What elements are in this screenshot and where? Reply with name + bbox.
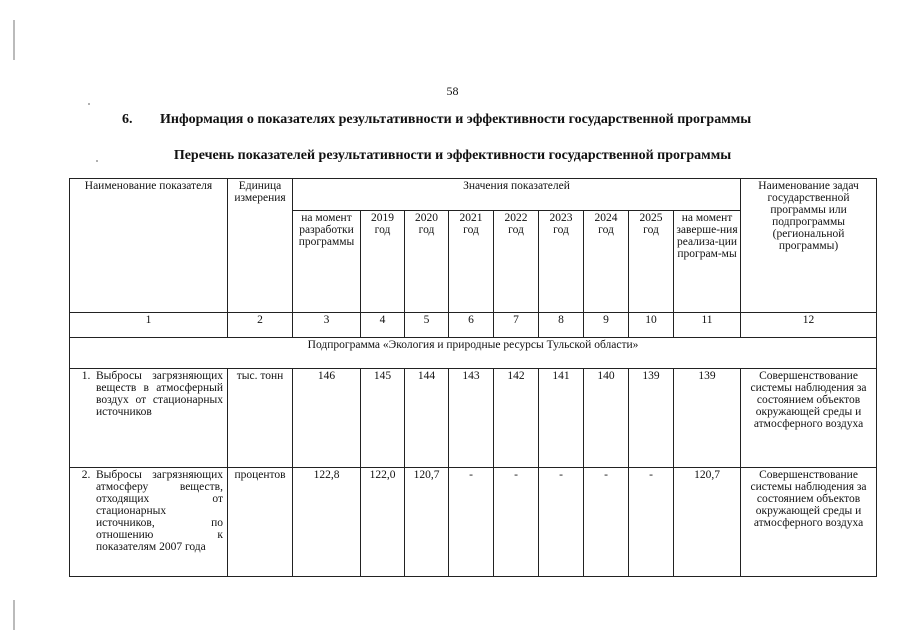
value-2020: 120,7	[405, 468, 449, 577]
indicators-table	[69, 178, 877, 577]
scan-edge-mark	[13, 20, 15, 60]
section-heading	[122, 112, 751, 128]
header-at-completion: на момент заверше-ния реализа-ции програм-мы	[674, 211, 741, 313]
header-values-group: Значения показателей	[293, 179, 741, 211]
row-number: 1.	[81, 370, 91, 382]
value-2023: -	[539, 468, 584, 577]
column-number: 4	[361, 313, 405, 338]
column-number: 1	[70, 313, 228, 338]
value-at-development: 122,8	[293, 468, 361, 577]
header-name: Наименование показателя	[70, 179, 228, 313]
task-name: Совершенствование системы наблюдения за состоянием объектов окружающей среды и атмосферного воздуха	[741, 468, 877, 577]
section-title: Информация о показателях результативности и эффективности государственной программы	[160, 112, 752, 127]
task-name: Совершенствование системы наблюдения за состоянием объектов окружающей среды и атмосферного воздуха	[741, 369, 877, 468]
subprogram-row	[70, 338, 877, 369]
value-2021: 143	[449, 369, 494, 468]
indicator-name: Выбросы загрязняющих веществ в атмосферный воздух от стационарных источников	[96, 370, 223, 418]
section-number: 6.	[122, 112, 133, 127]
row-number: 2.	[81, 469, 91, 481]
table-row	[70, 468, 877, 577]
header-year: 2021 год	[449, 211, 494, 313]
value-2022: 142	[494, 369, 539, 468]
header-task: Наименование задач государственной программы или подпрограммы (региональной программы)	[741, 179, 877, 313]
scan-edge-mark	[13, 600, 15, 630]
value-2020: 144	[405, 369, 449, 468]
value-at-development: 146	[293, 369, 361, 468]
page-number: 58	[446, 84, 459, 98]
indicator-unit: тыс. тонн	[228, 369, 293, 468]
value-2024: -	[584, 468, 629, 577]
header-year: 2022 год	[494, 211, 539, 313]
header-year: 2020 год	[405, 211, 449, 313]
header-unit: Единица измерения	[228, 179, 293, 313]
column-number: 6	[449, 313, 494, 338]
value-2024: 140	[584, 369, 629, 468]
indicator-name-cell	[70, 369, 228, 468]
column-number: 11	[674, 313, 741, 338]
value-at-completion: 120,7	[674, 468, 741, 577]
value-2025: 139	[629, 369, 674, 468]
header-year: 2024 год	[584, 211, 629, 313]
indicator-name: Выбросы загрязняющих атмосферу веществ, отходящих от стационарных источников, по отношению к показателям 2007 года	[96, 469, 223, 553]
indicator-name-cell	[70, 468, 228, 577]
column-number: 7	[494, 313, 539, 338]
header-at-development: на момент разработки программы	[293, 211, 361, 313]
value-at-completion: 139	[674, 369, 741, 468]
column-number: 2	[228, 313, 293, 338]
header-row	[70, 179, 877, 211]
column-number: 10	[629, 313, 674, 338]
column-number: 12	[741, 313, 877, 338]
value-2021: -	[449, 468, 494, 577]
value-2025: -	[629, 468, 674, 577]
table-caption: Перечень показателей результативности и эффективности государственной программы	[173, 148, 732, 163]
column-number: 5	[405, 313, 449, 338]
column-number: 3	[293, 313, 361, 338]
indicator-unit: процентов	[228, 468, 293, 577]
value-2019: 145	[361, 369, 405, 468]
column-number: 9	[584, 313, 629, 338]
column-number-row	[70, 313, 877, 338]
value-2019: 122,0	[361, 468, 405, 577]
scan-speck	[88, 103, 90, 105]
column-number: 8	[539, 313, 584, 338]
value-2022: -	[494, 468, 539, 577]
value-2023: 141	[539, 369, 584, 468]
table-row	[70, 369, 877, 468]
header-year: 2025 год	[629, 211, 674, 313]
header-year: 2019 год	[361, 211, 405, 313]
subprogram-title: Подпрограмма «Экология и природные ресурсы Тульской области»	[70, 338, 877, 369]
header-year: 2023 год	[539, 211, 584, 313]
